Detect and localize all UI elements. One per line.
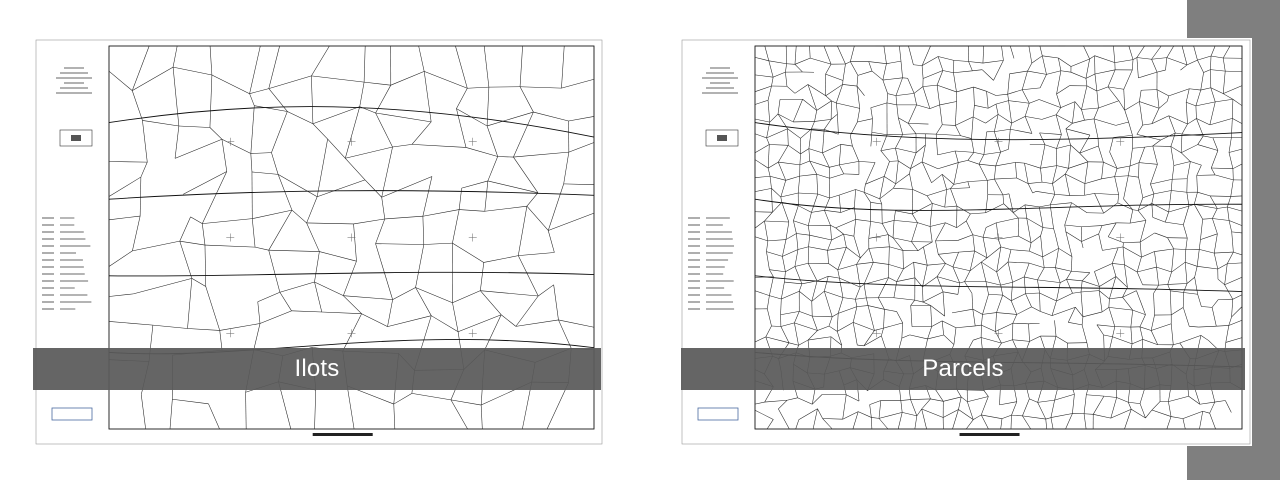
legend-sidebar <box>42 68 92 309</box>
agency-logo <box>698 408 738 420</box>
agency-logo <box>52 408 92 420</box>
legend-sidebar <box>688 68 738 309</box>
caption-parcels: Parcels <box>681 348 1245 390</box>
caption-ilots: Ilots <box>33 348 601 390</box>
grid-crosses <box>226 138 477 338</box>
scale-bar <box>960 433 1020 436</box>
scale-bar <box>313 433 373 436</box>
